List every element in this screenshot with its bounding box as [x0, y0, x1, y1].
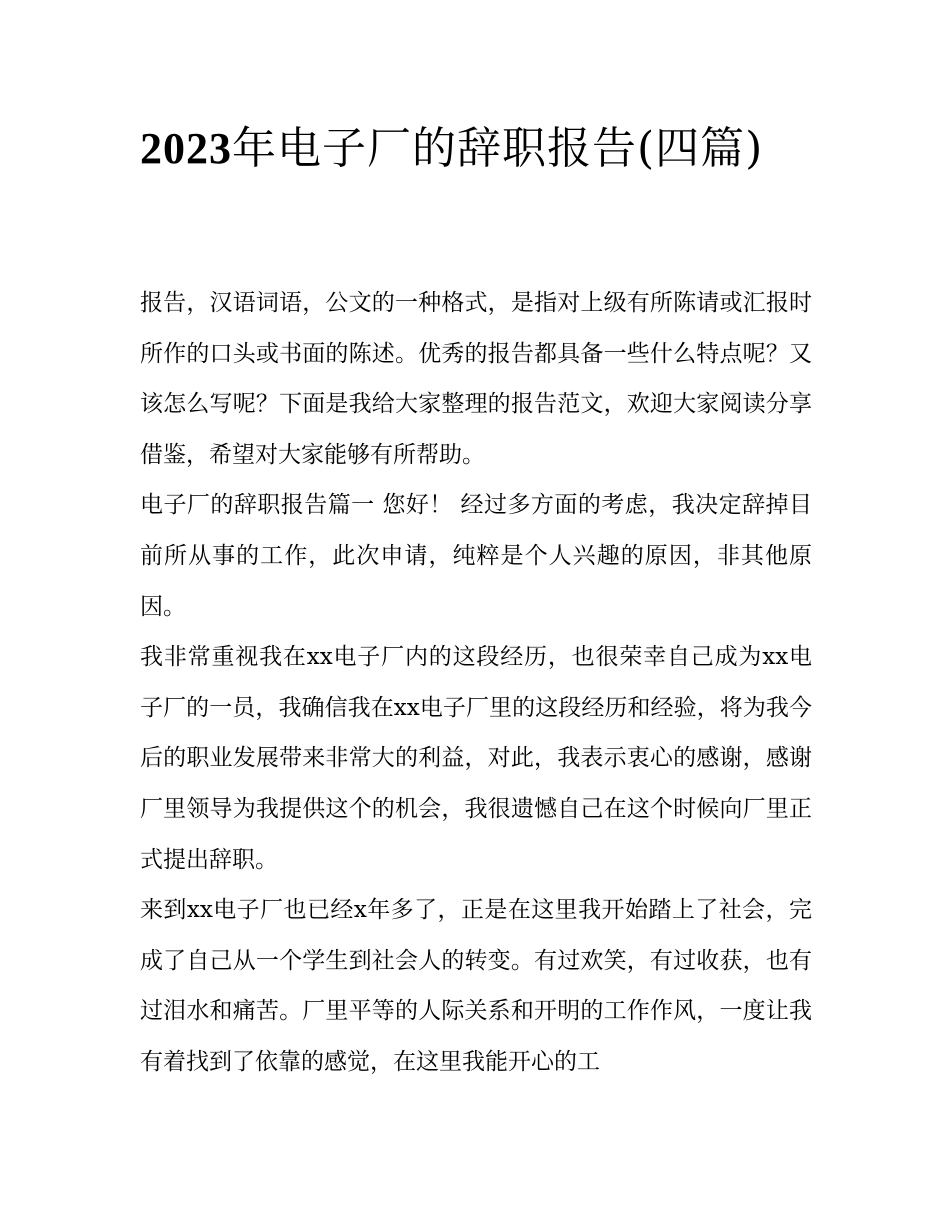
- title-year: 2023: [140, 124, 232, 173]
- paragraph-intro: 报告，汉语词语，公文的一种格式，是指对上级有所陈请或汇报时所作的口头或书面的陈述。优秀的报告都具备一些什么特点呢？又该怎么写呢？下面是我给大家整理的报告范文，欢迎大家阅读分享借鉴，希望对大家能够有所帮助。: [140, 290, 812, 468]
- document-body: [140, 278, 812, 1088]
- paragraph-experience: 来到xx电子厂也已经x年多了，正是在这里我开始踏上了社会，完成了自己从一个学生到社会人的转变。有过欢笑，有过收获，也有过泪水和痛苦。厂里平等的人际关系和开明的工作作风，一度让我有着找到了依靠的感觉，在这里我能开心的工: [140, 897, 812, 1075]
- paragraph-resignation-opening: 电子厂的辞职报告篇一 您好！ 经过多方面的考虑，我决定辞掉目前所从事的工作，此次申请，纯粹是个人兴趣的原因，非其他原因。: [140, 492, 812, 620]
- title-text: 年电子厂的辞职报告(四篇): [232, 123, 764, 174]
- document-title: [140, 112, 820, 186]
- paragraph-gratitude: 我非常重视我在xx电子厂内的这段经历，也很荣幸自己成为xx电子厂的一员，我确信我在xx电子厂里的这段经历和经验，将为我今后的职业发展带来非常大的利益，对此，我表示衷心的感谢，感谢厂里领导为我提供这个的机会，我很遗憾自己在这个时候向厂里正式提出辞职。: [140, 644, 812, 873]
